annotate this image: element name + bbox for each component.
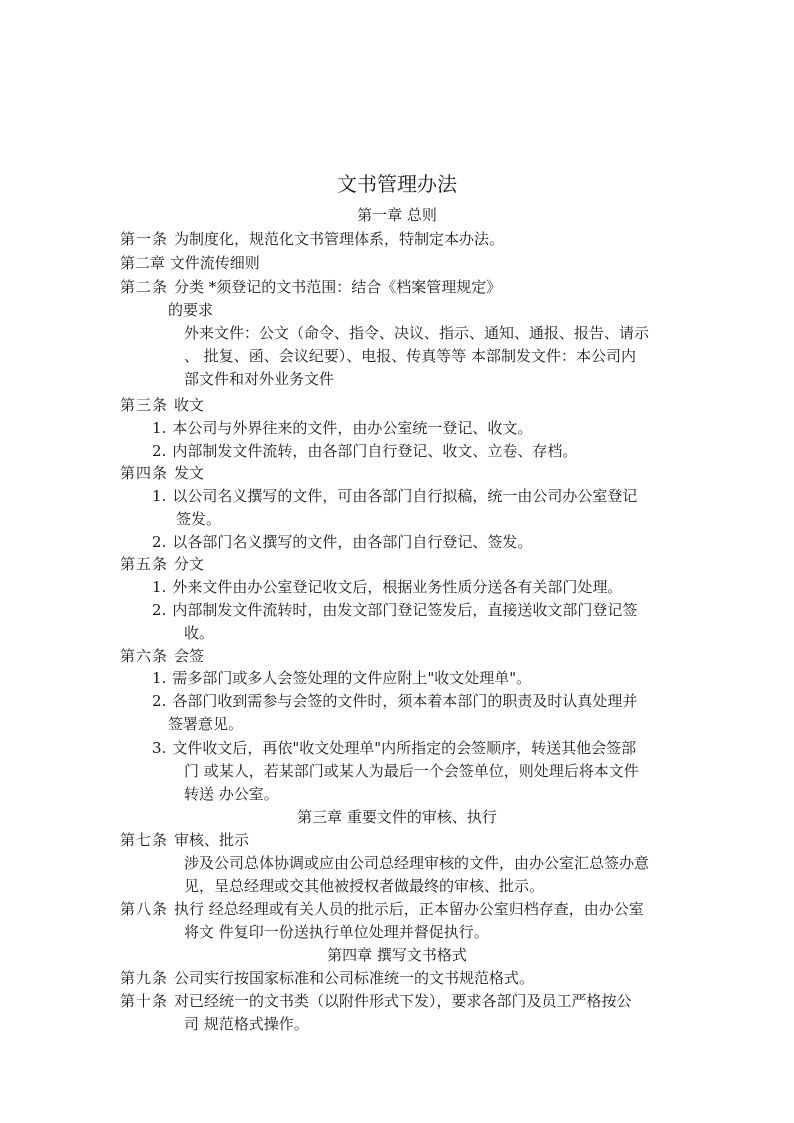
- article-10-text: 对已经统一的文书类（以附件形式下发），要求各部门及员工严格按公: [174, 992, 632, 1010]
- chapter-3-heading: 第三章 重要文件的审核、执行: [297, 808, 497, 826]
- article-8: [120, 898, 644, 920]
- article-8-continuation: 将文 件复印一份送执行单位处理并督促执行。: [184, 923, 489, 941]
- article-6-label: 第六条: [120, 647, 169, 665]
- article-5-label: 第五条: [120, 555, 169, 573]
- article-3: [120, 394, 204, 416]
- article-5: [120, 553, 204, 575]
- article-5-text: 分文: [174, 555, 205, 573]
- article-6: [120, 645, 204, 667]
- article-2-label: 第二条: [120, 278, 169, 296]
- article-4-item-2-number: 2.: [152, 533, 167, 551]
- article-6-item-2-text: 各部门收到需参与会签的文件时，须本着本部门的职责及时认真处理并: [172, 692, 638, 710]
- article-6-item-3: [152, 737, 636, 759]
- article-2: [120, 276, 501, 298]
- article-9-label: 第九条: [120, 969, 169, 987]
- article-4-label: 第四条: [120, 464, 169, 482]
- article-3-item-1-number: 1.: [152, 419, 167, 437]
- article-1: [120, 228, 504, 250]
- article-6-item-2-number: 2.: [152, 692, 167, 710]
- article-3-label: 第三条: [120, 396, 169, 414]
- chapter-4-heading: 第四章 撰写文书格式: [327, 946, 467, 964]
- article-4-item-1-continuation: 签发。: [176, 510, 222, 528]
- article-4-text: 发文: [174, 464, 205, 482]
- article-2-para-1: 外来文件：公文（命令、指令、决议、指示、通知、通报、报告、请示: [184, 324, 650, 342]
- article-5-item-1: [152, 576, 622, 598]
- article-7-label: 第七条: [120, 831, 169, 849]
- article-2-text: 分类 *须登记的文书范围：结合《档案管理规定》: [174, 278, 502, 296]
- article-7-para-1: 涉及公司总体协调或应由公司总经理审核的文件，由办公室汇总签办意: [184, 854, 650, 872]
- article-5-item-2: [152, 599, 637, 621]
- article-8-label: 第八条: [120, 900, 169, 918]
- article-10-label: 第十条: [120, 992, 169, 1010]
- article-5-item-1-number: 1.: [152, 578, 167, 596]
- article-6-text: 会签: [174, 647, 205, 665]
- article-2-para-2: 、 批复、函、会议纪要）、电报、传真等等 本部制发文件：本公司内: [184, 347, 637, 365]
- document-title: 文书管理办法: [337, 172, 457, 196]
- article-3-item-2: [152, 440, 577, 462]
- article-4: [120, 462, 204, 484]
- article-6-item-2: [152, 690, 637, 712]
- article-6-item-3-continuation-2: 转送 办公室。: [184, 785, 279, 803]
- article-9-text: 公司实行按国家标准和公司标准统一的文书规范格式。: [174, 969, 535, 987]
- article-6-item-1: [152, 667, 531, 689]
- article-6-item-2-continuation: 签署意见。: [168, 715, 244, 733]
- article-3-item-1: [152, 417, 532, 439]
- article-4-item-2: [152, 531, 532, 553]
- article-4-item-1: [152, 485, 637, 507]
- article-5-item-2-continuation: 收。: [184, 624, 215, 642]
- article-10: [120, 990, 632, 1012]
- article-10-continuation: 司 规范格式操作。: [184, 1015, 309, 1033]
- article-4-item-2-text: 以各部门名义撰写的文件，由各部门自行登记、签发。: [172, 533, 533, 551]
- article-3-item-2-text: 内部制发文件流转，由各部门自行登记、收文、立卷、存档。: [172, 442, 578, 460]
- article-6-item-1-text: 需多部门或多人会签处理的文件应附上"收文处理单"。: [172, 669, 532, 687]
- chapter-2-heading: 第二章 文件流传细则: [120, 254, 260, 272]
- article-5-item-2-text: 内部制发文件流转时，由发文部门登记签发后，直接送收文部门登记签: [172, 601, 638, 619]
- article-5-item-2-number: 2.: [152, 601, 167, 619]
- article-5-item-1-text: 外来文件由办公室登记收文后，根据业务性质分送各有关部门处理。: [172, 578, 623, 596]
- article-7: [120, 829, 249, 851]
- article-6-item-3-continuation-1: 门 或某人，若某部门或某人为最后一个会签单位，则处理后将本文件: [184, 762, 639, 780]
- article-9: [120, 967, 534, 989]
- article-6-item-3-number: 3.: [152, 739, 167, 757]
- article-8-text: 执行 经总经理或有关人员的批示后，正本留办公室归档存查，由办公室: [174, 900, 644, 918]
- article-2-continuation: 的要求: [168, 301, 214, 319]
- article-7-para-2: 见，呈总经理或交其他被授权者做最终的审核、批示。: [184, 877, 545, 895]
- article-3-item-1-text: 本公司与外界往来的文件，由办公室统一登记、收文。: [172, 419, 533, 437]
- article-1-text: 为制度化，规范化文书管理体系，特制定本办法。: [174, 230, 505, 248]
- article-1-label: 第一条: [120, 230, 169, 248]
- article-6-item-3-text: 文件收文后，再依"收文处理单"内所指定的会签顺序，转送其他会签部: [172, 739, 637, 757]
- article-6-item-1-number: 1.: [152, 669, 167, 687]
- article-4-item-1-text: 以公司名义撰写的文件，可由各部门自行拟稿，统一由公司办公室登记: [172, 487, 638, 505]
- article-7-text: 审核、批示: [174, 831, 250, 849]
- article-2-para-3: 部文件和对外业务文件: [184, 370, 335, 388]
- article-3-text: 收文: [174, 396, 205, 414]
- chapter-1-heading: 第一章 总则: [357, 206, 437, 224]
- article-4-item-1-number: 1.: [152, 487, 167, 505]
- article-3-item-2-number: 2.: [152, 442, 167, 460]
